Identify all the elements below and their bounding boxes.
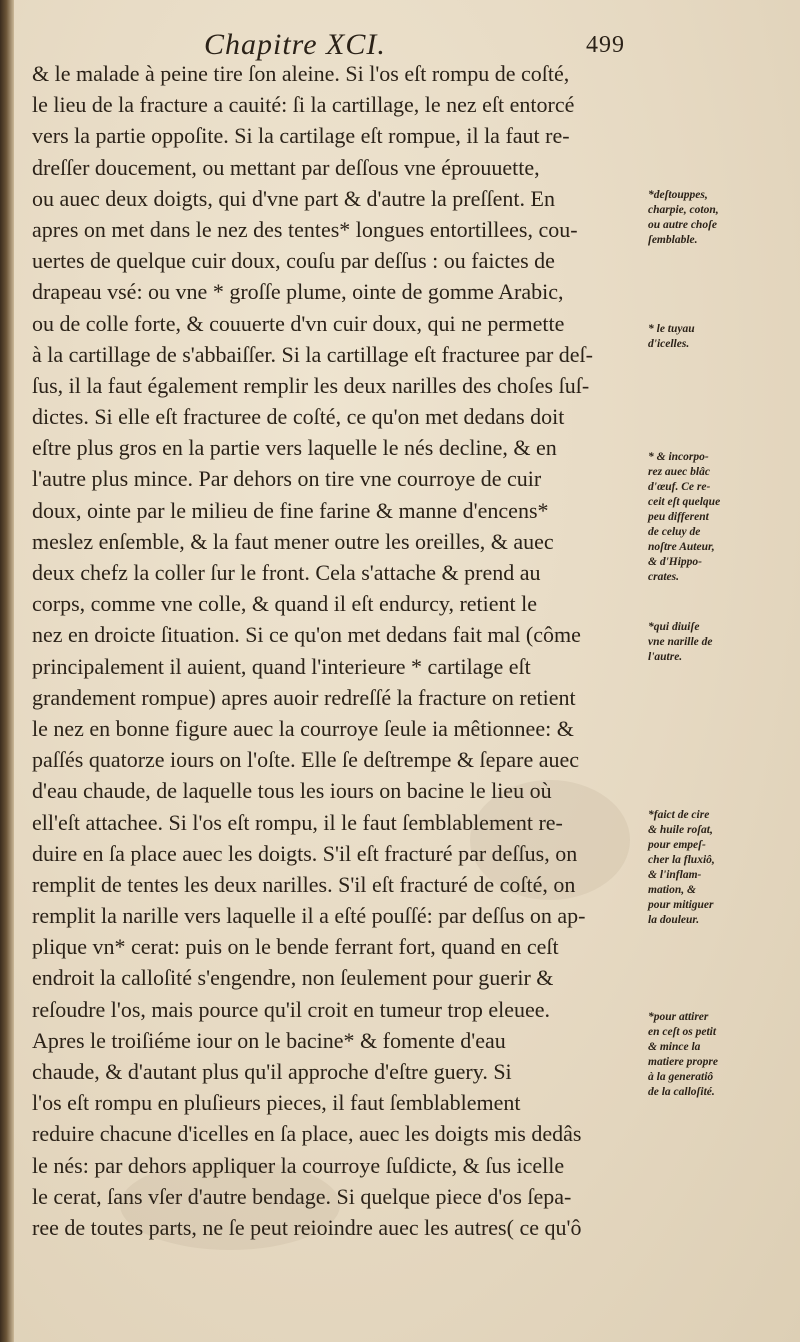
margin-note-line: & mince la	[648, 1041, 701, 1053]
margin-note-line: & d'Hippo-	[648, 556, 702, 568]
margin-note-line: peu different	[648, 511, 709, 523]
margin-note-line: * & incorpo-	[648, 451, 709, 463]
margin-note	[648, 322, 796, 352]
margin-note-line: charpie, coton,	[648, 204, 719, 216]
text-line: vers la partie oppoſite. Si la cartilage eſt rompue, il la faut re-	[32, 123, 570, 149]
chapter-title: Chapitre XCI.	[204, 28, 386, 61]
text-line: à la cartillage de s'abbaiſſer. Si la cartillage eſt fracturee par deſ-	[32, 341, 593, 367]
margin-note-line: crates.	[648, 571, 679, 583]
text-line: grandement rompue) apres auoir redreſſé la fracture on retient	[32, 684, 576, 710]
margin-note-line: vne narille de	[648, 636, 713, 648]
margin-note-line: à la generatiô	[648, 1071, 714, 1083]
text-line: ell'eſt attachee. Si l'os eſt rompu, il le faut ſemblablement re-	[32, 809, 563, 835]
text-line: plique vn* cerat: puis on le bende ferrant fort, quand en ceſt	[32, 934, 559, 960]
text-line: deux chefz la coller ſur le front. Cela s'attache & prend au	[32, 560, 541, 585]
text-line: remplit de tentes les deux narilles. S'il eſt fracturé de coſté, on	[32, 871, 576, 897]
margin-note-line: en ceſt os petit	[648, 1026, 717, 1038]
margin-note	[648, 450, 796, 585]
text-line: principalement il auient, quand l'interieure * cartilage eſt	[32, 653, 531, 679]
text-line: paſſés quatorze iours on l'oſte. Elle ſe deſtrempe & ſepare auec	[32, 747, 580, 773]
text-line: chaude, & d'autant plus qu'il approche d'eſtre guery. Si	[32, 1059, 512, 1084]
margin-note-line: & huile roſat,	[648, 824, 713, 836]
text-line: nez en droicte ſituation. Si ce qu'on met dedans fait mal (côme	[32, 622, 581, 648]
text-line: d'eau chaude, de laquelle tous les iours on bacine le lieu où	[32, 778, 552, 804]
text-line: remplit la narille vers laquelle il a eſté pouſſé: par deſſus on ap-	[32, 903, 586, 929]
margin-note-line: l'autre.	[648, 651, 683, 663]
text-line: doux, ointe par le milieu de fine farine & manne d'encens*	[32, 497, 549, 523]
text-line: dreſſer doucement, ou mettant par deſſous vne éprouuette,	[32, 154, 540, 180]
text-line: drapeau vsé: ou vne * groſſe plume, ointe de gomme Arabic,	[32, 279, 564, 305]
text-line: reduire chacune d'icelles en ſa place, auec les doigts mis dedâs	[32, 1121, 582, 1147]
margin-note-line: noſtre Auteur,	[648, 541, 715, 553]
text-line: apres on met dans le nez des tentes* longues entortillees, cou-	[32, 216, 578, 242]
text-line: reſoudre l'os, mais pource qu'il croit en tumeur trop eleuee.	[32, 996, 551, 1022]
text-line: corps, comme vne colle, & quand il eſt endurcy, retient le	[32, 591, 538, 617]
text-line: ree de toutes parts, ne ſe peut reioindre auec les autres( ce qu'ô	[32, 1214, 582, 1240]
margin-note	[648, 1010, 796, 1100]
text-line: l'autre plus mince. Par dehors on tire vne courroye de cuir	[32, 466, 542, 492]
margin-note-line: la douleur.	[648, 914, 700, 926]
body-text	[32, 58, 644, 1243]
margin-note-line: & l'inflam-	[648, 869, 702, 881]
margin-note	[648, 188, 796, 248]
margin-note-line: d'œuf. Ce re-	[648, 481, 711, 493]
text-line: le nés: par dehors appliquer la courroye ſuſdicte, & ſus icelle	[32, 1152, 565, 1178]
text-line: le lieu de la fracture a cauité: ſi la cartillage, le nez eſt entorcé	[32, 92, 575, 118]
margin-note-line: pour mitiguer	[648, 899, 714, 911]
margin-note-line: pour empeſ-	[648, 839, 706, 851]
page-number: 499	[586, 32, 625, 58]
margin-note-line: cher la fluxiô,	[648, 854, 715, 866]
text-line: ſus, il la faut également remplir les deux narilles des choſes ſuſ-	[32, 372, 590, 398]
margin-note-line: mation, &	[648, 884, 696, 896]
margin-note	[648, 620, 796, 665]
text-line: ou de colle forte, & couuerte d'vn cuir doux, qui ne permette	[32, 310, 565, 336]
text-line: endroit la calloſité s'engendre, non ſeulement pour guerir &	[32, 965, 554, 991]
text-line: ou auec deux doigts, qui d'vne part & d'autre la preſſent. En	[32, 185, 555, 211]
margin-note-line: ſemblable.	[648, 234, 698, 246]
margin-note-line: ceit eſt quelque	[648, 496, 721, 508]
margin-note-line: *deſtouppes,	[648, 189, 708, 201]
margin-note-line: *qui diuiſe	[648, 621, 700, 633]
margin-note-line: matiere propre	[648, 1056, 718, 1068]
text-line: le cerat, ſans vſer d'autre bendage. Si quelque piece d'os ſepa-	[32, 1183, 572, 1209]
margin-note	[648, 808, 796, 928]
text-line: duire en ſa place auec les doigts. S'il eſt fracturé par deſſus, on	[32, 840, 578, 866]
margin-notes	[648, 0, 798, 1342]
text-line: dictes. Si elle eſt fracturee de coſté, ce qu'on met dedans doit	[32, 404, 565, 430]
text-line: uertes de quelque cuir doux, couſu par deſſus : ou faictes de	[32, 248, 555, 274]
margin-note-line: *faict de cire	[648, 809, 710, 821]
text-line: eſtre plus gros en la partie vers laquelle le nés decline, & en	[32, 435, 557, 461]
text-line: l'os eſt rompu en pluſieurs pieces, il faut ſemblablement	[32, 1090, 521, 1116]
margin-note-line: ou autre choſe	[648, 219, 717, 231]
margin-note-line: * le tuyau	[648, 323, 695, 335]
margin-note-line: d'icelles.	[648, 338, 690, 350]
text-line: Apres le troiſiéme iour on le bacine* & fomente d'eau	[32, 1027, 506, 1053]
book-spine-shadow	[0, 0, 14, 1342]
margin-note-line: rez auec blâc	[648, 466, 710, 478]
text-line: & le malade à peine tire ſon aleine. Si l'os eſt rompu de coſté,	[32, 61, 570, 86]
text-line: meslez enſemble, & la faut mener outre les oreilles, & auec	[32, 528, 554, 554]
margin-note-line: *pour attirer	[648, 1011, 709, 1023]
margin-note-line: de celuy de	[648, 526, 701, 538]
margin-note-line: de la calloſité.	[648, 1086, 715, 1098]
text-line: le nez en bonne figure auec la courroye ſeule ia mêtionnee: &	[32, 715, 574, 741]
